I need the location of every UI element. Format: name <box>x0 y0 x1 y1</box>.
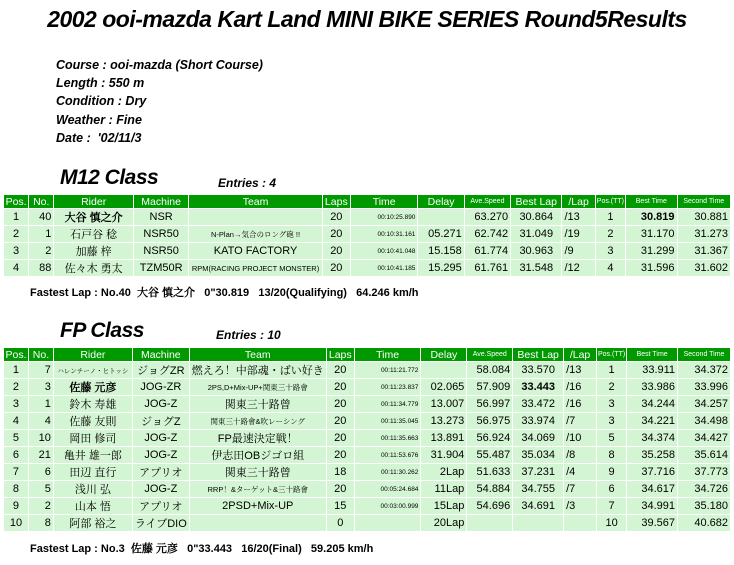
cell-machine: NSR50 <box>134 243 188 259</box>
cell-best-lap: 30.963 <box>511 243 561 259</box>
cell-best-lap: 33.570 <box>513 362 563 378</box>
cell-pos: 3 <box>4 243 28 259</box>
cell-best-time: 35.258 <box>627 447 677 463</box>
header-second-time: Second Time <box>678 195 730 208</box>
header-rider: Rider <box>54 348 132 361</box>
cell-time <box>355 515 421 531</box>
m12-class-title: M12 Class <box>60 166 159 189</box>
cell-no: 10 <box>29 430 53 446</box>
cell-pos-tt: 4 <box>596 260 625 276</box>
cell-best-time: 34.244 <box>627 396 677 412</box>
cell-pos: 1 <box>4 362 28 378</box>
cell-lap-no: /19 <box>562 226 594 242</box>
cell-delay: 05.271 <box>418 226 463 242</box>
cell-no: 1 <box>29 396 53 412</box>
table-row <box>4 379 730 395</box>
cell-best-time: 34.374 <box>627 430 677 446</box>
cell-lap-no: /12 <box>562 260 594 276</box>
cell-best-lap: 35.034 <box>513 447 563 463</box>
header-lap-no: /Lap <box>562 195 594 208</box>
cell-rider: 浅川 弘 <box>54 481 132 497</box>
cell-laps: 20 <box>327 362 354 378</box>
cell-second-time: 35.614 <box>678 447 730 463</box>
fp-fastest-lap: Fastest Lap : No.3 佐藤 元彦 0"33.443 16/20(Final) 59.205 km/h <box>30 543 374 555</box>
cell-laps: 15 <box>327 498 354 514</box>
cell-ave-speed: 58.084 <box>467 362 512 378</box>
table-row <box>4 464 730 480</box>
cell-ave-speed: 63.270 <box>465 209 510 225</box>
cell-second-time: 40.682 <box>678 515 730 531</box>
cell-ave-speed: 56.975 <box>467 413 512 429</box>
header-pos: Pos. <box>5 195 27 208</box>
cell-second-time: 34.257 <box>678 396 730 412</box>
cell-rider: 大谷 慎之介 <box>54 209 133 225</box>
cell-best-time: 30.819 <box>626 209 676 225</box>
cell-pos: 2 <box>4 226 28 242</box>
cell-second-time: 34.498 <box>678 413 730 429</box>
cell-ave-speed: 51.633 <box>467 464 512 480</box>
cell-second-time: 37.773 <box>678 464 730 480</box>
cell-second-time: 34.427 <box>678 430 730 446</box>
header-best-lap: Best Lap <box>513 348 563 361</box>
cell-no: 8 <box>29 515 53 531</box>
cell-best-time: 31.596 <box>626 260 676 276</box>
cell-pos-tt: 3 <box>597 396 626 412</box>
cell-best-lap: 33.974 <box>513 413 563 429</box>
cell-delay: 13.891 <box>421 430 466 446</box>
cell-delay: 15.158 <box>418 243 463 259</box>
cell-rider: 田辺 直行 <box>54 464 132 480</box>
cell-delay: 02.065 <box>421 379 466 395</box>
cell-best-lap: 33.472 <box>513 396 563 412</box>
table-row <box>4 260 730 276</box>
cell-best-lap: 37.231 <box>513 464 563 480</box>
cell-rider: 阿部 裕之 <box>54 515 132 531</box>
cell-delay: 15.295 <box>418 260 463 276</box>
cell-best-time: 34.991 <box>627 498 677 514</box>
cell-time: 00:11:21.772 <box>355 362 421 378</box>
cell-laps: 20 <box>327 447 354 463</box>
cell-pos-tt: 5 <box>597 430 626 446</box>
cell-no: 21 <box>29 447 53 463</box>
header-team: Team <box>190 348 326 361</box>
m12-results-table <box>3 194 731 277</box>
table-row <box>4 362 730 378</box>
cell-lap-no <box>564 515 596 531</box>
cell-laps: 20 <box>323 260 350 276</box>
cell-team: 関東三十路曾 <box>190 464 326 480</box>
cell-ave-speed: 61.774 <box>465 243 510 259</box>
cell-second-time: 31.273 <box>678 226 730 242</box>
table-header-row <box>4 348 730 361</box>
cell-team <box>190 515 326 531</box>
date-info: Date : '02/11/3 <box>56 130 142 145</box>
table-row <box>4 498 730 514</box>
cell-ave-speed <box>467 515 512 531</box>
cell-second-time: 31.602 <box>678 260 730 276</box>
cell-best-lap: 31.049 <box>511 226 561 242</box>
length-info: Length : 550 m <box>56 76 145 91</box>
cell-best-time: 37.716 <box>627 464 677 480</box>
cell-no: 1 <box>29 226 53 242</box>
cell-machine: JOG-Z <box>133 430 189 446</box>
cell-second-time: 30.881 <box>678 209 730 225</box>
cell-no: 40 <box>29 209 53 225</box>
cell-best-time: 31.170 <box>626 226 676 242</box>
cell-ave-speed: 54.696 <box>467 498 512 514</box>
cell-ave-speed: 55.487 <box>467 447 512 463</box>
cell-pos: 4 <box>4 413 28 429</box>
cell-no: 3 <box>29 379 53 395</box>
cell-laps: 20 <box>323 243 350 259</box>
cell-laps: 20 <box>327 379 354 395</box>
cell-pos: 10 <box>4 515 28 531</box>
cell-laps: 20 <box>327 481 354 497</box>
cell-rider: 佐藤 友則 <box>54 413 132 429</box>
cell-time: 00:11:23.837 <box>355 379 421 395</box>
header-no: No. <box>29 348 53 361</box>
header-pos-tt: Pos.(TT) <box>596 195 625 208</box>
cell-time: 00:11:35.663 <box>355 430 421 446</box>
cell-laps: 0 <box>327 515 354 531</box>
cell-pos: 8 <box>4 481 28 497</box>
header-time: Time <box>355 348 421 361</box>
cell-team: 伊志田OBジゴロ組 <box>190 447 326 463</box>
course-info: Course : ooi-mazda (Short Course) <box>56 58 263 72</box>
cell-rider: 佐々木 勇太 <box>54 260 133 276</box>
cell-time: 00:10:41.048 <box>351 243 418 259</box>
cell-machine: ライブDIO <box>133 515 189 531</box>
cell-time: 00:05:24.684 <box>355 481 421 497</box>
cell-delay: 31.904 <box>421 447 466 463</box>
cell-team: FP最速決定戦！ <box>190 430 326 446</box>
cell-lap-no: /13 <box>562 209 594 225</box>
cell-lap-no: /10 <box>564 430 596 446</box>
header-machine: Machine <box>133 348 189 361</box>
condition-info: Condition : Dry <box>56 94 147 109</box>
cell-machine: JOG-ZR <box>133 379 189 395</box>
header-ave-speed: Ave.Speed <box>465 195 510 208</box>
table-row <box>4 413 730 429</box>
m12-entries: Entries : 4 <box>218 176 277 190</box>
header-laps: Laps <box>327 348 354 361</box>
cell-team: 関東三十路會&吹レーシング <box>190 413 326 429</box>
header-team: Team <box>189 195 321 208</box>
cell-ave-speed: 56.924 <box>467 430 512 446</box>
header-pos-tt: Pos.(TT) <box>597 348 626 361</box>
cell-team: KATO FACTORY <box>189 243 321 259</box>
cell-machine: アプリオ <box>133 464 189 480</box>
header-delay: Delay <box>418 195 463 208</box>
header-best-time: Best Time <box>627 348 677 361</box>
cell-machine: ジョグZ <box>133 413 189 429</box>
cell-no: 2 <box>29 498 53 514</box>
cell-machine: NSR50 <box>134 226 188 242</box>
header-laps: Laps <box>323 195 350 208</box>
cell-time: 00:11:30.262 <box>355 464 421 480</box>
cell-ave-speed: 54.884 <box>467 481 512 497</box>
cell-pos: 6 <box>4 447 28 463</box>
cell-machine: アプリオ <box>133 498 189 514</box>
cell-best-lap: 33.443 <box>513 379 563 395</box>
cell-lap-no: /16 <box>564 379 596 395</box>
cell-best-lap: 34.069 <box>513 430 563 446</box>
cell-laps: 20 <box>327 396 354 412</box>
cell-second-time: 35.180 <box>678 498 730 514</box>
cell-pos: 9 <box>4 498 28 514</box>
cell-rider: 亀井 雄一郎 <box>54 447 132 463</box>
table-row <box>4 226 730 242</box>
header-ave-speed: Ave.Speed <box>467 348 512 361</box>
cell-machine: JOG-Z <box>133 396 189 412</box>
cell-pos-tt: 6 <box>597 481 626 497</box>
cell-machine: JOG-Z <box>133 447 189 463</box>
m12-fastest-lap: Fastest Lap : No.40 大谷 慎之介 0"30.819 13/20(Qualifying) 64.246 km/h <box>30 287 419 299</box>
cell-second-time: 34.726 <box>678 481 730 497</box>
cell-time: 00:11:34.779 <box>355 396 421 412</box>
cell-delay: 11Lap <box>421 481 466 497</box>
cell-pos: 5 <box>4 430 28 446</box>
cell-best-lap <box>513 515 563 531</box>
table-row <box>4 481 730 497</box>
header-rider: Rider <box>54 195 133 208</box>
header-second-time: Second Time <box>678 348 730 361</box>
cell-team: 2PS,D+Mix-UP+関東三十路會 <box>190 379 326 395</box>
cell-no: 4 <box>29 413 53 429</box>
cell-pos-tt: 8 <box>597 447 626 463</box>
cell-ave-speed: 56.997 <box>467 396 512 412</box>
cell-best-time: 34.221 <box>627 413 677 429</box>
cell-pos-tt: 9 <box>597 464 626 480</box>
cell-pos: 7 <box>4 464 28 480</box>
cell-pos-tt: 3 <box>597 413 626 429</box>
cell-best-time: 33.986 <box>627 379 677 395</box>
cell-team <box>189 209 321 225</box>
cell-best-lap: 34.755 <box>513 481 563 497</box>
cell-no: 7 <box>29 362 53 378</box>
cell-team: RPM(RACING PROJECT MONSTER) <box>189 260 321 276</box>
cell-team: 2PSD+Mix-UP <box>190 498 326 514</box>
cell-machine: TZM50R <box>134 260 188 276</box>
cell-pos-tt: 10 <box>597 515 626 531</box>
header-no: No. <box>29 195 53 208</box>
cell-time: 00:11:35.045 <box>355 413 421 429</box>
cell-rider: ハレンチーノ・ヒトッシ <box>54 362 132 378</box>
header-best-time: Best Time <box>626 195 676 208</box>
cell-pos-tt: 1 <box>597 362 626 378</box>
cell-lap-no: /13 <box>564 362 596 378</box>
cell-time: 00:11:53.676 <box>355 447 421 463</box>
cell-best-lap: 34.691 <box>513 498 563 514</box>
cell-delay: 2Lap <box>421 464 466 480</box>
fp-results-table <box>3 347 731 532</box>
cell-best-lap: 30.864 <box>511 209 561 225</box>
cell-team: 関東三十路曾 <box>190 396 326 412</box>
cell-best-time: 39.567 <box>627 515 677 531</box>
cell-delay: 13.007 <box>421 396 466 412</box>
cell-lap-no: /7 <box>564 413 596 429</box>
cell-machine: JOG-Z <box>133 481 189 497</box>
cell-pos-tt: 3 <box>596 243 625 259</box>
cell-pos-tt: 7 <box>597 498 626 514</box>
table-row <box>4 243 730 259</box>
cell-time: 00:10:25.890 <box>351 209 418 225</box>
header-delay: Delay <box>421 348 466 361</box>
cell-best-time: 31.299 <box>626 243 676 259</box>
cell-no: 6 <box>29 464 53 480</box>
cell-rider: 佐藤 元彦 <box>54 379 132 395</box>
header-time: Time <box>351 195 418 208</box>
page-title: 2002 ooi-mazda Kart Land MINI BIKE SERIES Round5Results <box>47 6 687 32</box>
cell-best-time: 34.617 <box>627 481 677 497</box>
cell-machine: NSR <box>134 209 188 225</box>
cell-ave-speed: 62.742 <box>465 226 510 242</box>
cell-pos: 3 <box>4 396 28 412</box>
weather-info: Weather : Fine <box>56 112 142 127</box>
cell-pos: 1 <box>4 209 28 225</box>
fp-entries: Entries : 10 <box>216 328 281 342</box>
cell-team: RRP！&ターゲット&三十路會 <box>190 481 326 497</box>
fp-class-title: FP Class <box>60 319 144 342</box>
table-row <box>4 209 730 225</box>
cell-time: 00:10:31.161 <box>351 226 418 242</box>
header-machine: Machine <box>134 195 188 208</box>
cell-lap-no: /8 <box>564 447 596 463</box>
cell-lap-no: /9 <box>562 243 594 259</box>
cell-lap-no: /16 <box>564 396 596 412</box>
cell-no: 5 <box>29 481 53 497</box>
cell-laps: 20 <box>327 430 354 446</box>
cell-pos-tt: 2 <box>597 379 626 395</box>
cell-no: 2 <box>29 243 53 259</box>
cell-second-time: 34.372 <box>678 362 730 378</box>
cell-rider: 鈴木 寿雄 <box>54 396 132 412</box>
cell-rider: 石戸谷 稔 <box>54 226 133 242</box>
cell-best-time: 33.911 <box>627 362 677 378</box>
cell-delay: 20Lap <box>421 515 466 531</box>
table-row <box>4 515 730 531</box>
cell-team: N-Plan→気合のロング砲 !! <box>189 226 321 242</box>
cell-rider: 岡田 修司 <box>54 430 132 446</box>
cell-pos-tt: 2 <box>596 226 625 242</box>
cell-second-time: 31.367 <box>678 243 730 259</box>
cell-lap-no: /7 <box>564 481 596 497</box>
cell-rider: 加藤 梓 <box>54 243 133 259</box>
cell-team: 燃えろ！中部魂・ばい好き <box>190 362 326 378</box>
cell-delay <box>418 209 463 225</box>
cell-second-time: 33.996 <box>678 379 730 395</box>
cell-time: 00:03:00.999 <box>355 498 421 514</box>
cell-delay <box>421 362 466 378</box>
cell-ave-speed: 57.909 <box>467 379 512 395</box>
cell-machine: ジョグZR <box>133 362 189 378</box>
table-row <box>4 396 730 412</box>
cell-time: 00:10:41.185 <box>351 260 418 276</box>
cell-laps: 20 <box>327 413 354 429</box>
cell-best-lap: 31.548 <box>511 260 561 276</box>
cell-pos: 4 <box>4 260 28 276</box>
race-info <box>56 56 263 147</box>
table-header-row <box>4 195 730 208</box>
cell-ave-speed: 61.761 <box>465 260 510 276</box>
cell-delay: 15Lap <box>421 498 466 514</box>
cell-lap-no: /3 <box>564 498 596 514</box>
table-row <box>4 430 730 446</box>
cell-laps: 18 <box>327 464 354 480</box>
cell-laps: 20 <box>323 226 350 242</box>
cell-pos-tt: 1 <box>596 209 625 225</box>
header-pos: Pos. <box>5 348 27 361</box>
cell-delay: 13.273 <box>421 413 466 429</box>
header-lap-no: /Lap <box>564 348 596 361</box>
cell-rider: 山本 悟 <box>54 498 132 514</box>
table-row <box>4 447 730 463</box>
header-best-lap: Best Lap <box>511 195 561 208</box>
cell-no: 88 <box>29 260 53 276</box>
cell-pos: 2 <box>4 379 28 395</box>
cell-lap-no: /4 <box>564 464 596 480</box>
cell-laps: 20 <box>323 209 350 225</box>
